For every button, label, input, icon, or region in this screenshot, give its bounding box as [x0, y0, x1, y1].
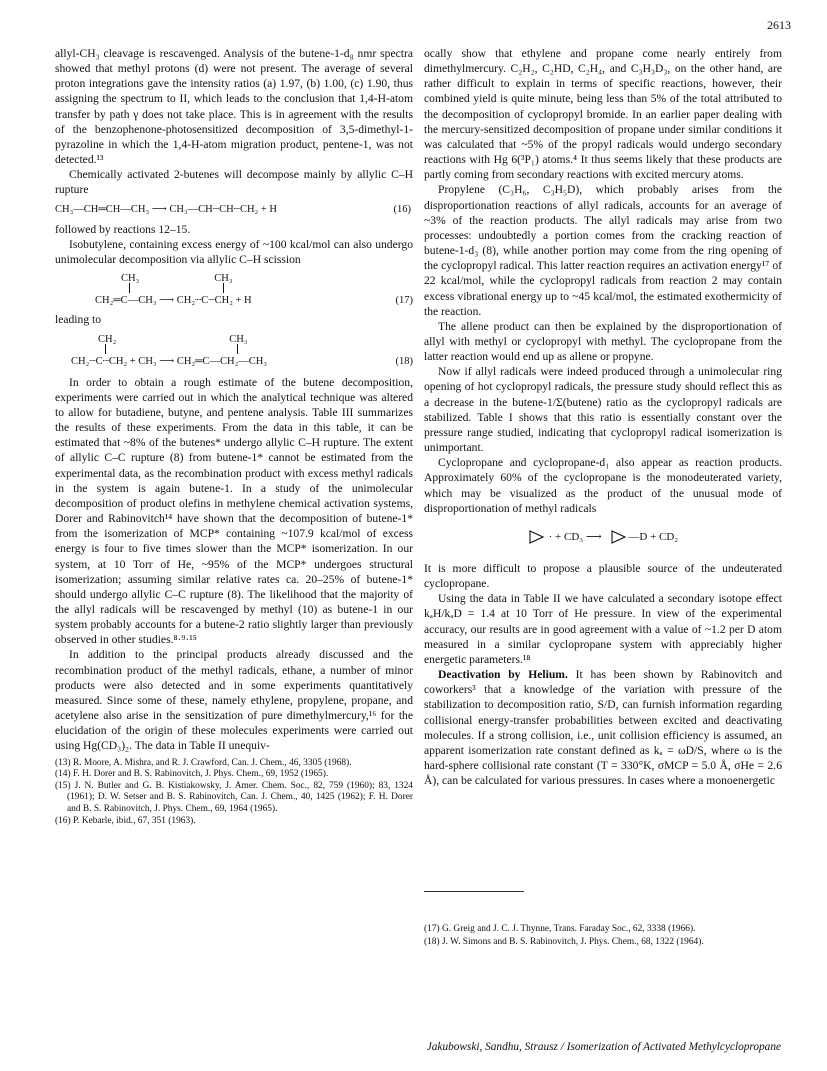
equation-18-substituent-1: CH₂: [98, 333, 117, 345]
equation-17-substituent-1: CH₃: [121, 273, 140, 285]
equation-18-number: (18): [395, 355, 413, 367]
right-paragraph-5: Cyclopropane and cyclopropane-d₁ also appear as reaction products. Approximately 60% of the cyclopropane is the monodeuterated variety, which may be visualized as the product of the unusual mode of disproportionation of methyl radicals: [424, 456, 782, 515]
left-paragraph-5: leading to: [55, 313, 102, 327]
right-paragraph-7: Using the data in Table II we have calculated a secondary isotope effect kₐH/kₐD = 1.4 at 10 Torr of He pressure. In view of the experimental accuracy, our results are in good agreement with a value of ~1.2 per D atom measured in a similar cyclopropane system with appreciably higher energetic parameters.¹⁸: [424, 592, 782, 666]
footnote-15: (15) J. N. Butler and G. B. Kistiakowsky, J. Amer. Chem. Soc., 82, 759 (1960); 83, 1324 (1961); D. W. Setser and B. S. Rabinovitch, Can. J. Chem., 40, 1425 (1962); F. H. Dorer and B. S. Rabinovitch, J. Phys. Chem., 69, 1964 (1965).: [55, 781, 413, 814]
page-number: 2613: [767, 18, 791, 32]
footnote-16: (16) P. Kebarle, ibid., 67, 351 (1963).: [55, 815, 196, 826]
left-paragraph-7: In addition to the principal products already discussed and the recombination product of the methyl radicals, ethane, a number of minor products were also detected and in some experiments quantitatively measured. Since some of these, namely ethylene, propylene, propane, and acetylene also arise in the sensitization of pure dimethylmercury,¹⁶ for the elucidation of the origin of these molecules experiments were carried out using Hg(CD₃)₂. The data in Table II unequiv-: [55, 648, 413, 753]
left-footnotes: [55, 758, 413, 827]
equation-17-body: CH₂═C—CH₃ ⟶ CH₂┈C┈CH₂ + H: [95, 295, 252, 307]
left-column: [55, 46, 413, 827]
running-footer: Jakubowski, Sandhu, Strausz / Isomerization of Activated Methylcyclopropane: [426, 1041, 781, 1053]
right-paragraph-2: Propylene (C₃H₆, C₃H₅D), which probably arises from the disproportionation reactions of allyl radicals, accounts for an average of ~3% of the reaction products. The allyl radicals may arise from two processes: undoubtedly a portion comes from the cracking reaction of butene-1-d₃ (8), while another portion may come from the ring opening of the cyclopropyl radical. This latter reaction requires an activation energy¹⁷ of 22 kcal/mol, while the cyclopropyl radicals from reaction 2 may contain excess vibrational energy up to ~45 kcal/mol, the estimated exothermicity of the reaction.: [424, 183, 782, 318]
scheme-products: —D + CD₂: [628, 530, 679, 543]
left-paragraph-2: Chemically activated 2-butenes will decompose mainly by allylic C–H rupture: [55, 168, 413, 197]
footnote-13: (13) R. Moore, A. Mishra, and R. J. Crawford, Can. J. Chem., 46, 3305 (1968).: [55, 757, 352, 768]
equation-16-body: CH₃—CH═CH—CH₃ ⟶ CH₃—CH┈CH┈CH₂ + H: [55, 203, 277, 215]
scheme-reactants: · + CD₃ ⟶: [548, 530, 602, 543]
left-paragraph-1: allyl-CH₃ cleavage is rescavenged. Analysis of the butene-1-d₈ nmr spectra showed that methyl protons (d) were not present. The average of several proton integrations gave the intensity ratios (a) 1.97, (b) 1.00, (c) 1.90, thus assigning the spectrum to II, which leads to the conclusion that 1,4-H-atom transfer by path γ does not take place. This is in agreement with the results of the benzophenone-photosensitized decomposition of 3,5-dimethyl-1-pyrazoline in which the 1,4-H-atom migration product, pentene-1, was not detected.¹³: [55, 47, 413, 167]
cyclopropyl-radical-icon: [528, 530, 546, 544]
right-paragraph-8-text: It has been shown by Rabinovitch and coworkers³ that a knowledge of the variation with pressure of the stabilization to decomposition ratio, S/D, can furnish information regarding collisional energy-transfer probabilities between excited and deactivating molecules. If a strong collision, i.e., unit collision efficiency is assumed, an apparent isomerization rate constant defined as kₐ = ωD/S, where ω is the hard-sphere collisional rate constant (T = 330°K, σMCP = 5.0 Å, σHe = 2.6 Å), can be calculated for various pressures. In cases where a monoenergetic: [424, 668, 782, 788]
right-footnotes: [424, 924, 782, 951]
equation-16: [55, 202, 413, 217]
right-paragraph-8: [424, 667, 782, 788]
right-paragraph-3: The allene product can then be explained by the disproportionation of allyl with methyl or cyclopropyl with methyl. The cyclopropane from the latter reaction would end up as allene or propyne.: [424, 319, 782, 364]
equation-16-number: (16): [393, 203, 411, 215]
footnote-14: (14) F. H. Dorer and B. S. Rabinovitch, J. Phys. Chem., 69, 1952 (1965).: [55, 769, 329, 780]
left-paragraph-6: In order to obtain a rough estimate of the butene decomposition, experiments were carried out in which the analytical technique was altered to allow for butadiene, butyne, and pentene analysis. Table III summarizes the results of these experiments. From the data in this table, it can be estimated that ~8% of the butenes* undergo allylic C–H rupture. The extent of allylic C–C rupture (8) from butene-1* cannot be estimated from the experimental data, as the recombination product with excess methyl radicals in the system is again butene-1. In a study of the unimolecular decomposition of product olefins in methylene chemical activation systems, Dorer and Rabinovitch¹⁴ have shown that the decomposition of butene-1* from the isomerization of MCP* containing ~107.9 kcal/mol of excess energy is four to five times slower than the MCP* isomerization. In our system, at 10 Torr of He, ~95% of the MCP* undergoes structural isomerization; assuming similar relative rates ca. 20–25% of butene-1* should undergo allylic C–C rupture (8). The likelihood that the majority of the allyl radicals will be rescavenged by methyl (10) as butene-1 in our system probably accounts for a butene-2 ratio slightly larger than previously observed in other studies.⁸·⁹·¹⁵: [55, 375, 413, 647]
left-paragraph-3: followed by reactions 12–15.: [55, 222, 191, 236]
footnote-18: (18) J. W. Simons and B. S. Rabinovitch, J. Phys. Chem., 68, 1322 (1964).: [424, 937, 704, 948]
footnote-divider: [424, 891, 524, 892]
right-paragraph-1: ocally show that ethylene and propane come nearly entirely from dimethylmercury. C₂H₂, C₂HD, C₂H₄, and C₃H₃D₃, on the other hand, are rather difficult to explain in terms of specific reactions, however, their combined yield is quite minute, being less than 5% of the total attributed to the decomposition of cyclopropyl bromide. In an earlier paper dealing with the mercury-sensitized decomposition of propane under similar conditions it was calculated that ~5% of the propyl radicals would undergo secondary reactions with Hg 6(³P₁) atoms.⁴ It thus seems likely that these products are partly coming from secondary reactions with excited mercury atoms.: [424, 47, 782, 182]
cyclopropane-ring-icon: [610, 530, 628, 544]
equation-17-substituent-2: CH₃: [214, 273, 233, 285]
right-paragraph-6: It is more difficult to propose a plausible source of the undeuterated cyclopropane.: [424, 562, 782, 591]
right-paragraph-4: Now if allyl radicals were indeed produced through a unimolecular ring opening of hot cyclopropyl radicals, the pressure study should reflect this as a decrease in the butene-1/Σ(butene) ratio as the cyclopropyl radicals are stabilized. Table I shows that this ratio is essentially constant over the pressure range studied, indicating that cyclopropyl radical isomerization is unimportant.: [424, 365, 782, 455]
equation-17-number: (17): [395, 295, 413, 307]
equation-18: [55, 332, 413, 369]
equation-18-body: CH₂┈C┈CH₂ + CH₃ ⟶ CH₂═C—CH₂—CH₃: [71, 355, 268, 367]
disproportionation-scheme: [424, 530, 782, 545]
equation-18-substituent-2: CH₃: [229, 333, 248, 345]
left-paragraph-4: Isobutylene, containing excess energy of ~100 kcal/mol can also undergo unimolecular decomposition via allylic C–H scission: [55, 237, 413, 267]
equation-17: [55, 271, 413, 308]
footnote-17: (17) G. Greig and J. C. J. Thynne, Trans. Faraday Soc., 62, 3338 (1966).: [424, 924, 696, 934]
right-column: [424, 46, 782, 788]
section-heading: Deactivation by Helium.: [438, 668, 568, 682]
